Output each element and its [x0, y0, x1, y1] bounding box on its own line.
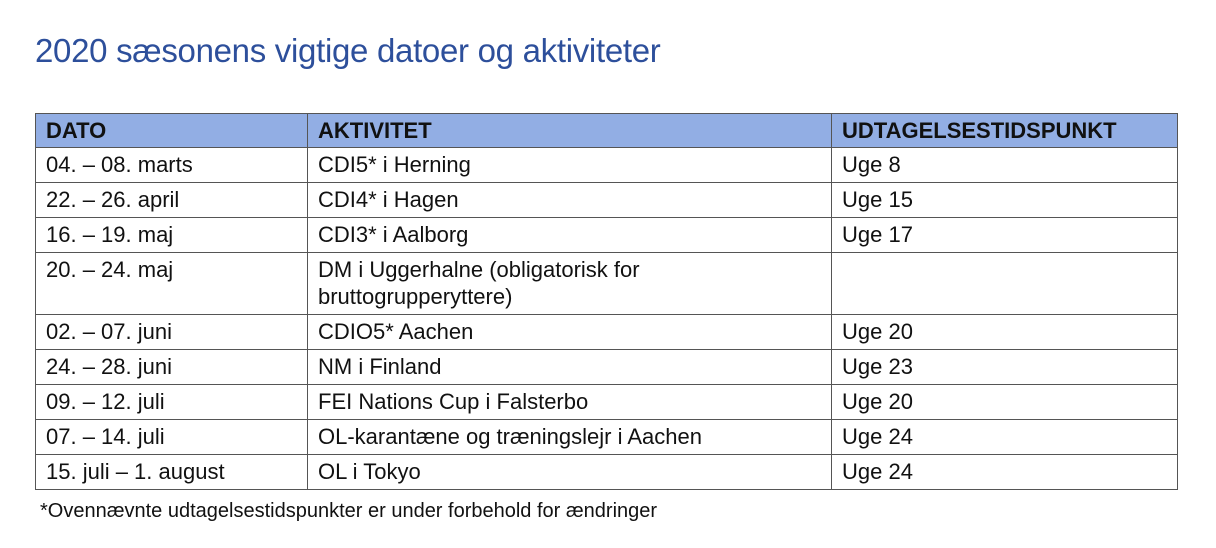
cell-udtagelse: Uge 20 [832, 315, 1178, 350]
cell-dato: 24. – 28. juni [36, 350, 308, 385]
footnote: *Ovennævnte udtagelsestidspunkter er under forbehold for ændringer [40, 500, 658, 522]
cell-aktivitet: DM i Uggerhalne (obligatorisk for bruttogrupperyttere) [308, 253, 832, 315]
cell-dato: 09. – 12. juli [36, 385, 308, 420]
cell-udtagelse: Uge 8 [832, 148, 1178, 183]
cell-aktivitet: OL i Tokyo [308, 455, 832, 490]
cell-udtagelse [832, 253, 1178, 315]
page-title: 2020 sæsonens vigtige datoer og aktiviteter [35, 32, 661, 69]
table-row [36, 253, 1178, 315]
table-row [36, 420, 1178, 455]
cell-dato: 16. – 19. maj [36, 218, 308, 253]
cell-aktivitet: FEI Nations Cup i Falsterbo [308, 385, 832, 420]
cell-dato: 20. – 24. maj [36, 253, 308, 315]
table-header-row [36, 114, 1178, 148]
cell-dato: 22. – 26. april [36, 183, 308, 218]
cell-udtagelse: Uge 24 [832, 455, 1178, 490]
cell-aktivitet: CDIO5* Aachen [308, 315, 832, 350]
column-header-dato: DATO [36, 114, 308, 148]
table-row [36, 218, 1178, 253]
column-header-aktivitet: AKTIVITET [308, 114, 832, 148]
cell-dato: 04. – 08. marts [36, 148, 308, 183]
cell-aktivitet: CDI3* i Aalborg [308, 218, 832, 253]
table-row [36, 350, 1178, 385]
table-row [36, 315, 1178, 350]
cell-udtagelse: Uge 20 [832, 385, 1178, 420]
cell-aktivitet: CDI4* i Hagen [308, 183, 832, 218]
schedule-table [35, 113, 1178, 490]
cell-aktivitet: NM i Finland [308, 350, 832, 385]
cell-udtagelse: Uge 24 [832, 420, 1178, 455]
table-row [36, 455, 1178, 490]
cell-udtagelse: Uge 23 [832, 350, 1178, 385]
table-row [36, 385, 1178, 420]
column-header-udtagelsestidspunkt: UDTAGELSESTIDSPUNKT [832, 114, 1178, 148]
cell-dato: 07. – 14. juli [36, 420, 308, 455]
cell-udtagelse: Uge 15 [832, 183, 1178, 218]
cell-dato: 15. juli – 1. august [36, 455, 308, 490]
table-row [36, 148, 1178, 183]
table-row [36, 183, 1178, 218]
cell-udtagelse: Uge 17 [832, 218, 1178, 253]
cell-dato: 02. – 07. juni [36, 315, 308, 350]
cell-aktivitet: CDI5* i Herning [308, 148, 832, 183]
cell-aktivitet: OL-karantæne og træningslejr i Aachen [308, 420, 832, 455]
